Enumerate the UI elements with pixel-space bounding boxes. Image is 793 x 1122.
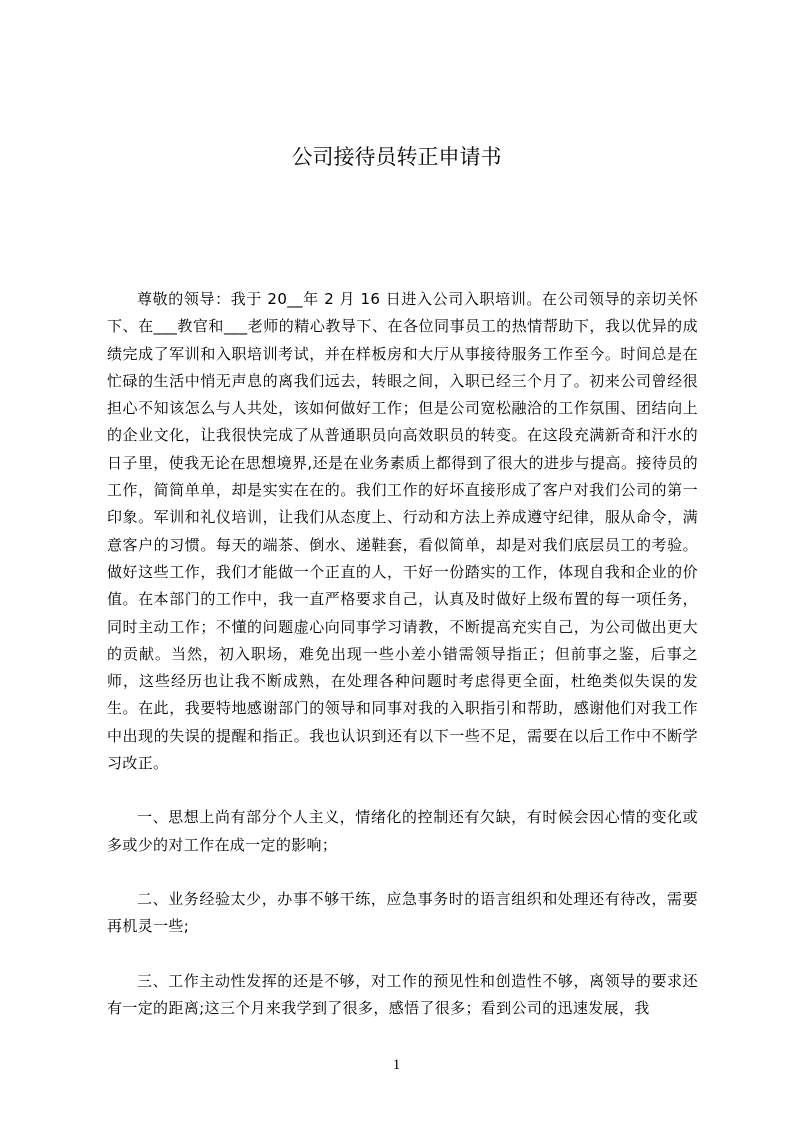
paragraph-intro: 尊敬的领导：我于 20__年 2 月 16 日进入公司入职培训。在公司领导的亲切关怀下、在___教官和___老师的精心教导下、在各位同事员工的热情帮助下，我以优异的成绩完成了军训和入职培训考试，并在样板房和大厅从事接待服务工作至今。时间总是在忙碌的生活中悄无声息的离我们远去，转眼之间，入职已经三个月了。初来公司曾经很担心不知该怎么与人共处，该如何做好工作；但是公司宽松融洽的工作氛围、团结向上的企业文化，让我很快完成了从普通职员向高效职员的转变。在这段充满新奇和汗水的日子里，使我无论在思想境界,还是在业务素质上都得到了很大的进步与提高。接待员的工作，简简单单，却是实实在在的。我们工作的好坏直接形成了客户对我们公司的第一印象。军训和礼仪培训，让我们从态度上、行动和方法上养成遵守纪律，服从命令，满意客户的习惯。每天的端茶、倒水、递鞋套，看似简单，却是对我们底层员工的考验。做好这些工作，我们才能做一个正直的人，干好一份踏实的工作，体现自我和企业的价值。在本部门的工作中，我一直严格要求自己，认真及时做好上级布置的每一项任务，同时主动工作；不懂的问题虚心向同事学习请教，不断提高充实自己，为公司做出更大的贡献。当然，初入职场，难免出现一些小差小错需领导指正；但前事之鉴，后事之师，这些经历也让我不断成熟，在处理各种问题时考虑得更全面，杜绝类似失误的发生。在此，我要特地感谢部门的领导和同事对我的入职指引和帮助，感谢他们对我工作中出现的失误的提醒和指正。我也认识到还有以下一些不足，需要在以后工作中不断学习改正。	[107, 290, 698, 773]
paragraph-shortcoming-1: 一、思想上尚有部分个人主义，情绪化的控制还有欠缺，有时候会因心情的变化或多或少的对工作在成一定的影响；	[107, 808, 698, 854]
paragraph-shortcoming-3: 三、工作主动性发挥的还是不够，对工作的预见性和创造性不够，离领导的要求还有一定的距离;这三个月来我学到了很多，感悟了很多；看到公司的迅速发展，我	[107, 971, 698, 1017]
document-title: 公司接待员转正申请书	[291, 145, 502, 169]
page-number: 1	[392, 1057, 401, 1073]
paragraph-shortcoming-2: 二、业务经验太少，办事不够干练，应急事务时的语言组织和处理还有待改，需要再机灵一些;	[107, 889, 698, 936]
document-body	[107, 286, 698, 1022]
